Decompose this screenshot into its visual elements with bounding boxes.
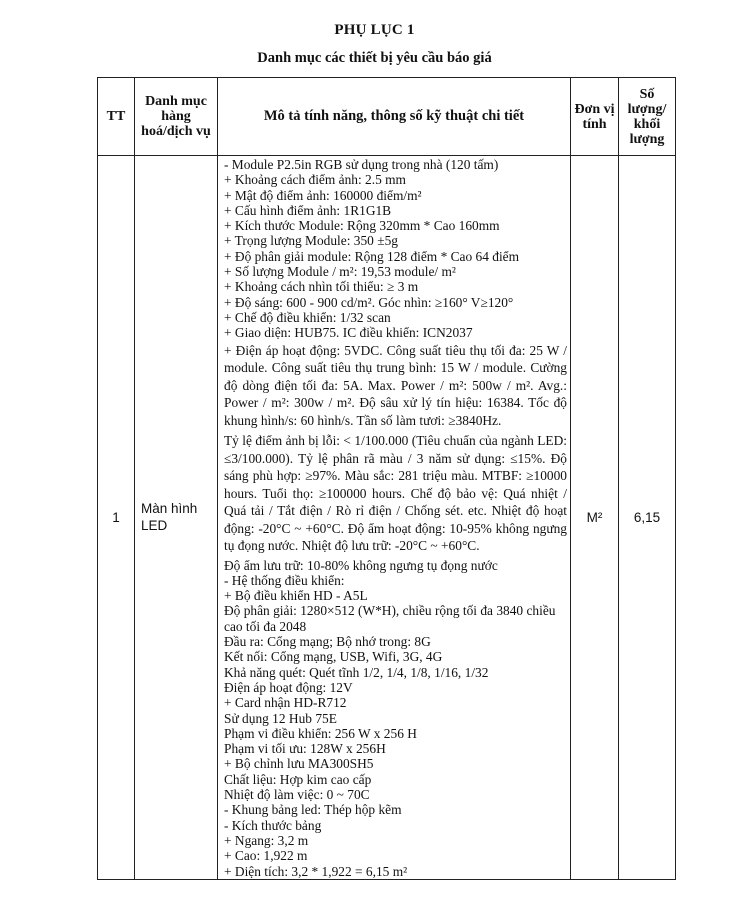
table-row: [98, 156, 676, 880]
header-desc: Mô tả tính năng, thông số kỹ thuật chi tiết: [218, 78, 571, 156]
page-title: PHỤ LỤC 1: [334, 22, 415, 38]
desc-line: - Khung bảng led: Thép hộp kẽm: [224, 802, 402, 818]
header-tt: TT: [98, 78, 135, 156]
desc-line: Độ ẩm lưu trữ: 10-80% không ngưng tụ đọng nước: [224, 557, 498, 573]
desc-line: + Khoảng cách nhìn tối thiểu: ≥ 3 m: [224, 279, 419, 295]
row-tt: 1: [98, 156, 135, 880]
desc-line: + Bộ điều khiển HD - A5L: [224, 588, 368, 604]
desc-line: Đầu ra: Cổng mạng; Bộ nhớ trong: 8G: [224, 634, 431, 650]
desc-line: + Trọng lượng Module: 350 ±5g: [224, 233, 398, 249]
desc-line: Phạm vi điều khiển: 256 W x 256 H: [224, 725, 417, 741]
desc-line: Khả năng quét: Quét tĩnh 1/2, 1/4, 1/8, 1/16, 1/32: [224, 664, 489, 680]
desc-line: cao tối đa 2048: [224, 618, 307, 634]
desc-line: + Cao: 1,922 m: [224, 848, 308, 864]
row-unit: M²: [571, 156, 619, 880]
desc-line: + Độ sáng: 600 - 900 cd/m². Góc nhìn: ≥160° V≥120°: [224, 294, 514, 310]
desc-paragraph-2: Tỷ lệ điểm ảnh bị lỗi: < 1/100.000 (Tiêu chuẩn của ngành LED: ≤3/100.000). Tỷ lệ phân rã màu / 3 năm sử dụng: ≤15%. Độ sáng phù hợp: ≥97%. Màu sắc: 281 triệu màu. MTBF: ≥10000 hours. Tuổi thọ: ≥100000 hours. Chế độ bảo vệ: Quá nhiệt / Quá tải / Tắt điện / Rò rỉ điện / Chống sét. etc. Nhiệt độ hoạt động: -20°C ~ +60°C. Độ ẩm hoạt động: 10-95% không ngưng tụ đọng nước. Nhiệt độ lưu trữ: -20°C ~ +60°C.: [224, 433, 567, 554]
desc-line: + Ngang: 3,2 m: [224, 832, 309, 848]
header-unit: Đơn vị tính: [571, 78, 619, 156]
desc-line: + Kích thước Module: Rộng 320mm * Cao 160mm: [224, 218, 500, 234]
desc-line: + Cấu hình điểm ảnh: 1R1G1B: [224, 202, 392, 218]
desc-line: Sử dụng 12 Hub 75E: [224, 710, 337, 726]
desc-line: Độ phân giải: 1280×512 (W*H), chiều rộng tối đa 3840 chiều: [224, 603, 556, 619]
desc-line: Kết nối: Cổng mạng, USB, Wifi, 3G, 4G: [224, 649, 443, 665]
row-qty: 6,15: [619, 156, 676, 880]
table-header-row: [98, 78, 676, 156]
row-description: [218, 156, 571, 880]
desc-line: + Card nhận HD-R712: [224, 695, 347, 711]
desc-line: + Giao diện: HUB75. IC điều khiển: ICN2037: [224, 325, 473, 341]
desc-line: + Chế độ điều khiển: 1/32 scan: [224, 309, 391, 325]
desc-line: - Kích thước bảng: [224, 817, 322, 833]
desc-line: Nhiệt độ làm việc: 0 ~ 70C: [224, 787, 370, 803]
desc-lines-a: [224, 157, 567, 341]
desc-line: + Số lượng Module / m²: 19,53 module/ m²: [224, 264, 456, 280]
row-name: Màn hình LED: [135, 156, 218, 880]
equipment-table: [97, 77, 676, 880]
desc-lines-b: [224, 558, 567, 879]
desc-line: + Độ phân giải module: Rộng 128 điểm * Cao 64 điểm: [224, 248, 520, 264]
desc-line: + Mật độ điểm ảnh: 160000 điểm/m²: [224, 187, 422, 203]
header-qty: Số lượng/ khối lượng: [619, 78, 676, 156]
desc-line: + Bộ chỉnh lưu MA300SH5: [224, 756, 374, 772]
page-subtitle: Danh mục các thiết bị yêu cầu báo giá: [257, 50, 492, 66]
desc-line: Điện áp hoạt động: 12V: [224, 679, 353, 695]
header-name: Danh mục hàng hoá/dịch vụ: [135, 78, 218, 156]
desc-line: - Hệ thống điều khiển:: [224, 572, 345, 588]
desc-line: + Khoảng cách điểm ảnh: 2.5 mm: [224, 172, 406, 188]
desc-paragraph-1: + Điện áp hoạt động: 5VDC. Công suất tiêu thụ tối đa: 25 W / module. Công suất tiêu thụ trung bình: 15 W / module. Cường độ dòng điện tối đa: 5A. Max. Power / m²: 500w / m². Avg.: Power / m²: 300w / m². Độ sâu xử lý tín hiệu: 16384. Tốc độ khung hình/s: 60 hình/s. Tần số làm tươi: ≥3840Hz.: [224, 342, 567, 428]
desc-line: - Module P2.5in RGB sử dụng trong nhà (120 tấm): [224, 157, 499, 172]
desc-line: + Diện tích: 3,2 * 1,922 = 6,15 m²: [224, 863, 408, 879]
desc-line: Phạm vi tối ưu: 128W x 256H: [224, 741, 386, 757]
desc-line: Chất liệu: Hợp kim cao cấp: [224, 771, 372, 787]
